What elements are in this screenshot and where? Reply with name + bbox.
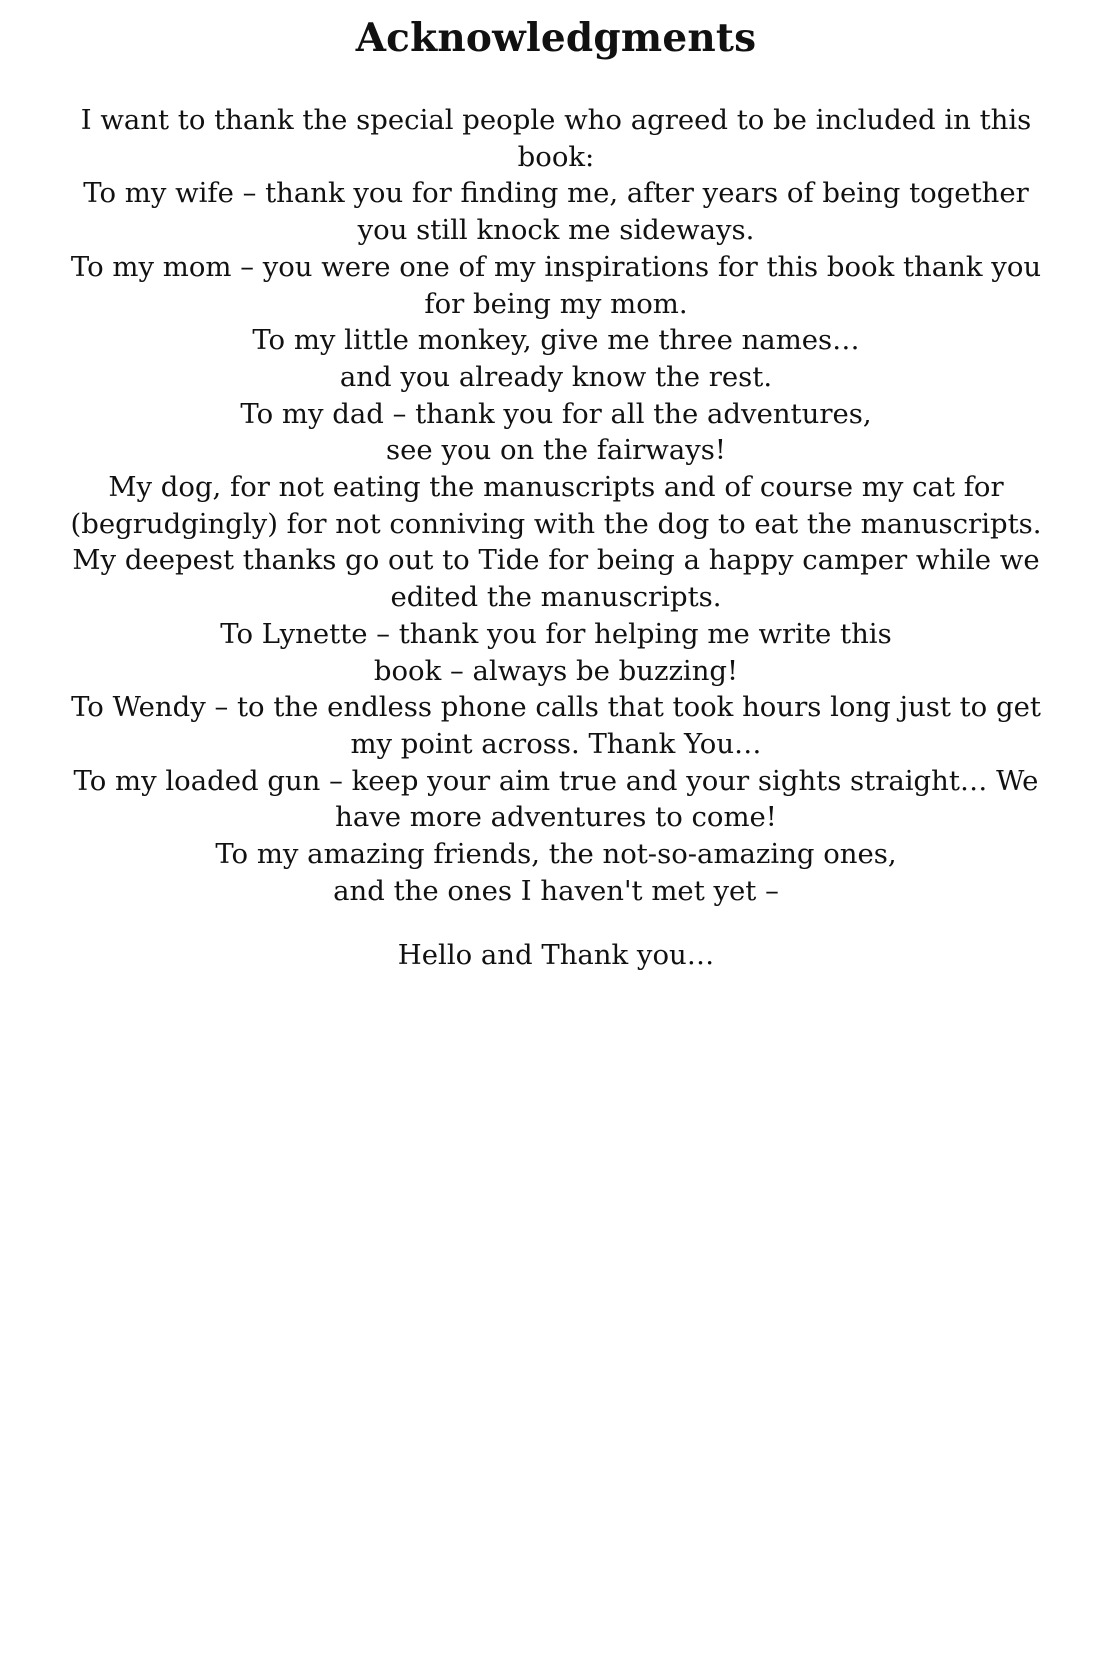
body-line: edited the manuscripts. (390, 581, 722, 614)
body-line: My deepest thanks go out to Tide for being a happy camper while we (72, 544, 1040, 577)
body-line: book: (517, 140, 595, 173)
body-line: and you already know the rest. (339, 360, 773, 393)
body-line: I want to thank the special people who agreed to be included in this (80, 104, 1032, 136)
acknowledgments-body (51, 102, 1061, 909)
body-line: (begrudgingly) for not conniving with the dog to eat the manuscripts. (70, 507, 1042, 540)
body-line: To my loaded gun – keep your aim true and your sights straight… We (73, 764, 1039, 797)
body-line: To Wendy – to the endless phone calls that took hours long just to get (71, 691, 1041, 724)
body-line: book – always be buzzing! (373, 654, 739, 687)
closing-line: Hello and Thank you… (397, 939, 715, 972)
body-line: To Lynette – thank you for helping me write this (220, 617, 892, 650)
body-line: see you on the fairways! (386, 434, 726, 467)
body-line: To my wife – thank you for finding me, after years of being together (83, 177, 1029, 210)
body-line: To my little monkey, give me three names… (252, 324, 860, 357)
body-line: My dog, for not eating the manuscripts and of course my cat for (108, 471, 1004, 504)
body-line: and the ones I haven't met yet – (333, 874, 779, 907)
body-line: for being my mom. (424, 287, 688, 320)
body-line: To my mom – you were one of my inspirations for this book thank you (70, 250, 1042, 283)
body-line: have more adventures to come! (335, 801, 777, 834)
body-line: To my dad – thank you for all the adventures, (240, 397, 872, 430)
page-title: Acknowledgments (355, 15, 757, 61)
body-line: you still knock me sideways. (357, 214, 755, 247)
body-line: To my amazing friends, the not-so-amazing ones, (215, 838, 897, 871)
body-line: my point across. Thank You… (350, 727, 762, 760)
